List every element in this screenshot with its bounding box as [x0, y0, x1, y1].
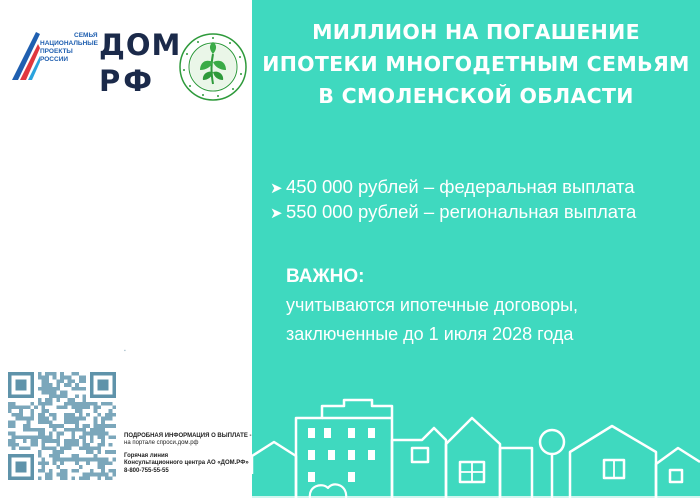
domrf-logo	[99, 28, 182, 104]
np-line-2: ПРОЕКТЫ	[40, 48, 73, 55]
national-projects-icon	[10, 30, 40, 82]
ministry-emblem-icon	[178, 32, 248, 102]
info-block	[124, 433, 252, 475]
important-line: заключенные до 1 июля 2028 года	[286, 324, 574, 344]
title-line: МИЛЛИОН НА ПОГАШЕНИЕ	[312, 20, 640, 44]
qr-code[interactable]	[8, 372, 116, 480]
payment-item	[270, 175, 636, 200]
important-heading: ВАЖНО:	[286, 266, 365, 287]
arrow-icon: ➤	[270, 180, 283, 197]
national-projects-tag: СЕМЬЯ	[74, 32, 98, 39]
info-line: 8-800-755-55-55	[124, 467, 169, 474]
page-title	[252, 16, 700, 112]
national-projects-text	[40, 40, 96, 64]
domrf-line-2: РФ	[99, 64, 156, 98]
title-line: В СМОЛЕНСКОЙ ОБЛАСТИ	[318, 84, 634, 108]
info-line: ПОДРОБНАЯ ИНФОРМАЦИЯ О ВЫПЛАТЕ -	[124, 433, 252, 439]
houses-illustration	[252, 378, 700, 498]
title-line: ИПОТЕКИ МНОГОДЕТНЫМ СЕМЬЯМ	[262, 52, 690, 76]
payment-text: 550 000 рублей – региональная выплата	[286, 201, 637, 222]
np-line-3: РОССИИ	[40, 56, 69, 63]
national-projects-logo	[10, 30, 96, 82]
qr-corner-mark: ▪	[124, 348, 126, 354]
info-line: на портале спроси.дом.рф	[124, 440, 199, 447]
important-line: учитываются ипотечные договоры,	[286, 295, 579, 315]
payments-list	[270, 175, 636, 225]
payment-item	[270, 200, 636, 225]
np-line-1: НАЦИОНАЛЬНЫЕ	[40, 40, 98, 47]
important-note	[286, 262, 578, 349]
payment-text: 450 000 рублей – федеральная выплата	[286, 176, 635, 197]
domrf-line-1: ДОМ	[99, 28, 182, 62]
info-line: Консультационного центра АО «ДОМ.РФ»	[124, 460, 249, 467]
arrow-icon: ➤	[270, 205, 283, 222]
info-line: Горячая линия	[124, 452, 169, 459]
left-panel	[0, 0, 252, 498]
right-panel	[252, 0, 700, 498]
